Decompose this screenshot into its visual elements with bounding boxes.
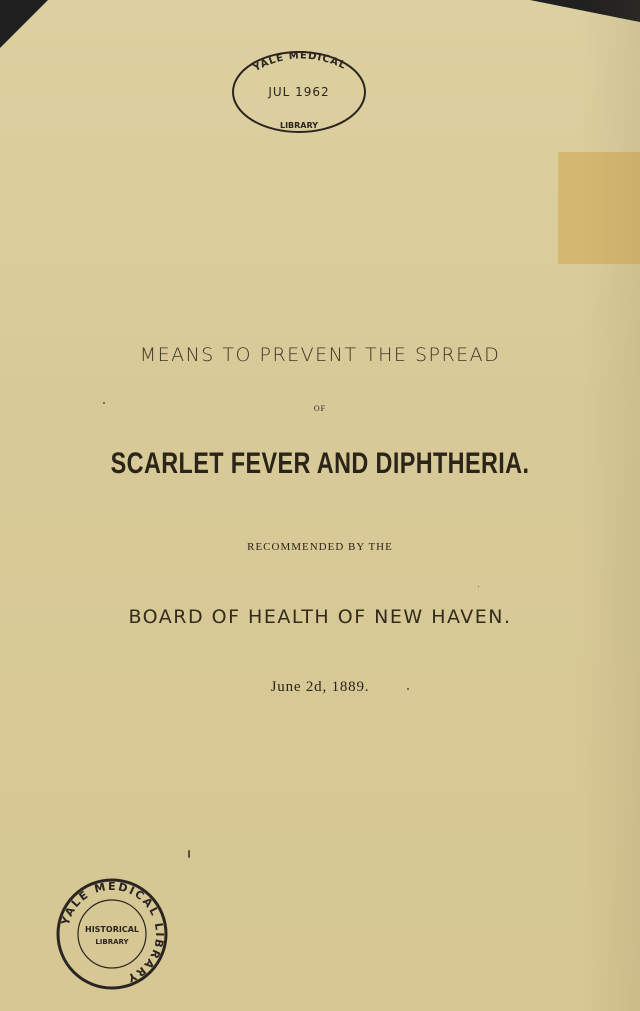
paper-speck: [188, 850, 190, 858]
historical-library-stamp: [54, 876, 170, 992]
publication-date: June 2d, 1889.: [270, 679, 370, 695]
library-date-stamp: [228, 46, 370, 138]
paper-speck: [407, 688, 409, 690]
stamp-bottom-arc-text: YALE MEDICAL LIBRARY: [58, 879, 167, 986]
svg-text:YALE MEDICAL: [251, 50, 348, 74]
title-line-1: MEANS TO PREVENT THE SPREAD: [139, 344, 501, 366]
stamp-top-arc-text: YALE MEDICAL: [251, 50, 348, 74]
paper-speck: [478, 586, 479, 587]
stamp-top-bottom-text: LIBRARY: [279, 121, 319, 130]
issuer-line: BOARD OF HEALTH OF NEW HAVEN.: [128, 606, 512, 628]
paper-speck: [103, 402, 105, 404]
stamp-bottom-center-2: LIBRARY: [95, 938, 129, 946]
stamp-top-date: JUL 1962: [268, 85, 330, 99]
title-line-2: OF: [313, 404, 327, 413]
torn-corner-top-left: [0, 0, 48, 48]
stamp-bottom-center-1: HISTORICAL: [85, 925, 139, 934]
title-line-4: RECOMMENDED BY THE: [247, 541, 393, 553]
page-edge-shadow: [580, 0, 640, 1011]
main-title: SCARLET FEVER AND DIPHTHERIA.: [110, 447, 530, 480]
